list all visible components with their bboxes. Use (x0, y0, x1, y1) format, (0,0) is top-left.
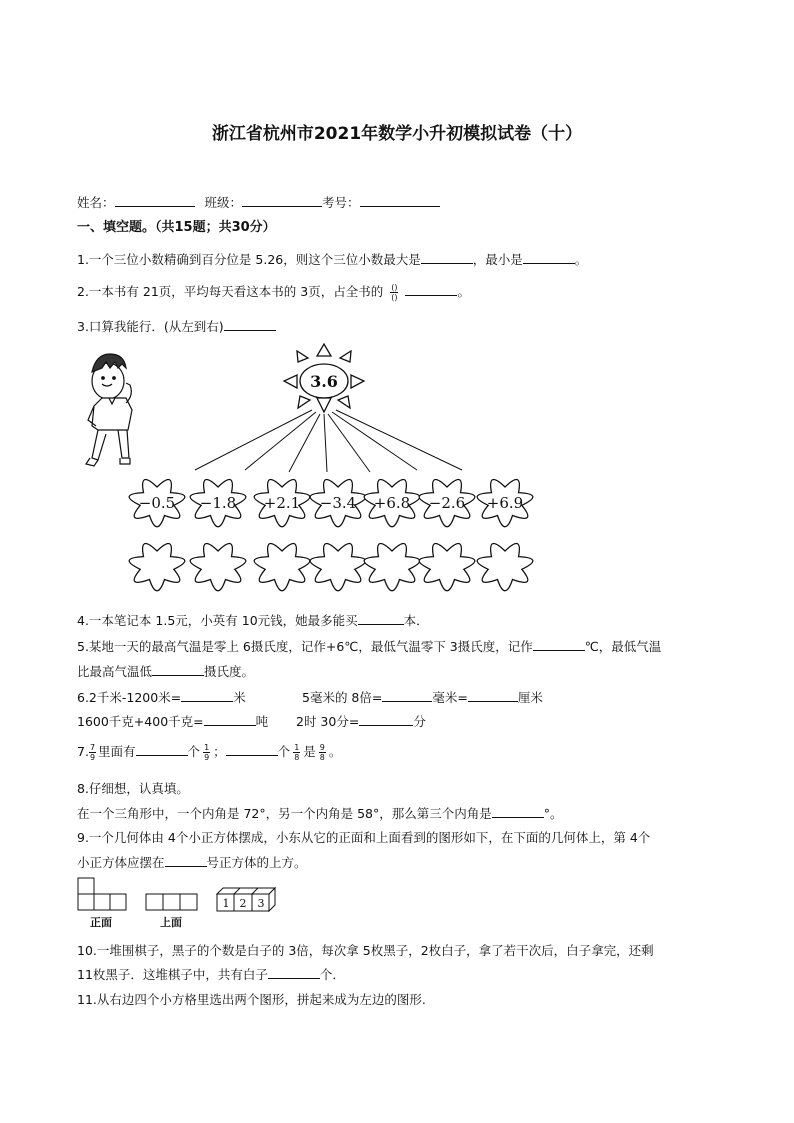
flower-label-3: +2.1 (263, 494, 301, 512)
flower-answer-3[interactable] (254, 544, 310, 591)
q8-blank[interactable] (492, 805, 544, 818)
q7-text-5: 是 (303, 744, 316, 759)
q1-end: 。 (574, 252, 588, 267)
question-9-line1: 9.一个几何体由 4个小正方体摆成，小东从它的正面和上面看到的图形如下，在下面的几何体上，第 4个 (77, 830, 651, 845)
q7-frac-3-den: 8 (294, 753, 300, 762)
flower-label-1: −0.5 (138, 494, 176, 512)
question-5-line2 (77, 662, 254, 680)
q7-frac-1 (89, 743, 96, 762)
q6-p4-text: 2时 30分= (296, 714, 360, 729)
q10-blank[interactable] (268, 966, 320, 979)
q5-text-2: ℃，最低气温 (584, 639, 662, 654)
id-label: 考号： (322, 195, 360, 210)
q9-text: 小正方体应摆在 (77, 855, 165, 870)
flower-label-5: +6.8 (373, 494, 411, 512)
q6-p2-unit: 毫米= (432, 690, 468, 705)
q6-p3-unit: 吨 (255, 714, 269, 729)
q5-blank-2[interactable] (152, 663, 204, 676)
q6-blank-4[interactable] (204, 713, 256, 726)
flower-answer-2[interactable] (190, 544, 246, 591)
q6-blank-5[interactable] (359, 713, 413, 726)
q1-text-min: ，最小是 (472, 252, 523, 267)
q7-frac-4-den: 8 (319, 753, 325, 762)
q7-blank-2[interactable] (226, 743, 278, 756)
top-view-label: 上面 (160, 916, 182, 929)
q4-blank[interactable] (358, 612, 404, 625)
q5-end: 摄氏度。 (204, 664, 255, 679)
question-6-p1 (77, 688, 246, 706)
flower-row-top (129, 480, 533, 527)
flower-label-2: −1.8 (199, 494, 237, 512)
cube-label-3: 3 (257, 897, 265, 910)
q6-blank-1[interactable] (181, 689, 233, 702)
q7-frac-2-den: 9 (204, 753, 210, 762)
q5-blank-1[interactable] (533, 638, 585, 651)
cube-label-2: 2 (239, 897, 247, 910)
q6-p2-unit2: 厘米 (517, 690, 543, 705)
q2-frac-num: () (391, 283, 398, 292)
q7-frac-4 (319, 743, 326, 762)
q2-frac-den: () (391, 293, 398, 302)
flower-answer-6[interactable] (419, 544, 475, 591)
q10-end: 个． (319, 967, 345, 982)
q8-text: 在一个三角形中，一个内角是 72°，另一个内角是 58°，那么第三个内角是 (77, 806, 492, 821)
q7-frac-4-num: 9 (319, 743, 325, 752)
q7-text-3: ； (213, 744, 226, 759)
q9-blank[interactable] (165, 854, 207, 867)
flower-row-bottom[interactable] (129, 544, 533, 591)
q10-text: 11枚黑子．这堆棋子中，共有白子 (77, 967, 268, 982)
q5-text-3: 比最高气温低 (77, 664, 153, 679)
q6-p2-text: 5毫米的 8倍= (302, 690, 383, 705)
question-5-line1 (77, 637, 661, 655)
page-title: 浙江省杭州市2021年数学小升初模拟试卷（十） (211, 124, 583, 144)
question-8-title: 8.仔细想，认真填。 (77, 781, 189, 796)
sun (284, 344, 364, 412)
q7-frac-1-num: 7 (89, 743, 96, 752)
q6-blank-3[interactable] (468, 689, 518, 702)
q9-top-view (146, 894, 197, 910)
q6-p1-text: 6.2千米-1200米= (77, 690, 182, 705)
section-heading: 一、填空题。（共15题；共30分） (77, 220, 276, 235)
q7-text-4: 个 (277, 744, 291, 759)
flower-label-6: −2.6 (428, 494, 466, 512)
q6-p4-unit: 分 (413, 714, 426, 729)
q1-text: 1.一个三位小数精确到百分位是 5.26，则这个三位小数最大是 (77, 252, 421, 267)
question-8 (77, 804, 563, 822)
q8-end: °。 (543, 806, 563, 821)
q9-end: 号正方体的上方。 (206, 855, 307, 870)
name-label: 姓名： (77, 195, 115, 210)
question-11: 11.从右边四个小方格里选出两个图形，拼起来成为左边的图形. (77, 992, 426, 1007)
q2-end: 。 (457, 284, 470, 299)
q4-end: 本． (403, 613, 429, 628)
sun-value: 3.6 (310, 372, 338, 391)
q9-front-view (78, 878, 126, 910)
q6-p1-unit: 米 (233, 690, 246, 705)
q2-text: 2.一本书有 21页，平均每天看这本书的 3页，占全书的 (77, 284, 384, 299)
flower-answer-4[interactable] (310, 544, 366, 591)
flower-answer-1[interactable] (129, 544, 185, 591)
q7-text-2: 个 (187, 744, 201, 759)
question-7 (77, 742, 341, 762)
flower-answer-5[interactable] (364, 544, 420, 591)
flower-label-7: +6.9 (486, 494, 524, 512)
q4-text: 4.一本笔记本 1.5元，小英有 10元钱，她最多能买 (77, 613, 358, 628)
q7-end: 。 (328, 744, 342, 759)
q5-text: 5.某地一天的最高气温是零上 6摄氏度，记作+6℃，最低气温零下 3摄氏度，记作 (77, 639, 533, 654)
question-4 (77, 611, 429, 629)
cube-label-1: 1 (222, 897, 230, 910)
q7-frac-2-num: 1 (204, 743, 210, 752)
sun-rays (195, 410, 462, 472)
q7-text-1: 里面有 (98, 744, 136, 759)
question-10-line2 (77, 965, 345, 983)
q7-num: 7. (77, 744, 89, 759)
boy-illustration (86, 354, 132, 466)
q3-text: 3.口算我能行．(从左到右) (77, 319, 224, 334)
question-6-p4 (296, 712, 426, 730)
flower-label-4: −3.4 (319, 494, 357, 512)
q7-frac-1-den: 9 (89, 753, 96, 762)
flower-answer-7[interactable] (477, 544, 533, 591)
question-6-p2 (302, 688, 543, 706)
q6-blank-2[interactable] (382, 689, 432, 702)
class-label: 班级： (204, 195, 243, 210)
q7-frac-3 (293, 743, 300, 762)
q6-p3-text: 1600千克+400千克= (77, 714, 204, 729)
q7-blank-1[interactable] (136, 743, 188, 756)
question-10-line1: 10.一堆围棋子，黑子的个数是白子的 3倍，每次拿 5枚黑子，2枚白子，拿了若干次后，白子拿完，还剩 (77, 943, 654, 958)
front-view-label: 正面 (90, 916, 112, 929)
question-9-line2 (77, 853, 307, 871)
q7-frac-2 (203, 743, 210, 762)
q7-frac-3-num: 1 (294, 743, 300, 752)
question-6-p3 (77, 712, 268, 730)
